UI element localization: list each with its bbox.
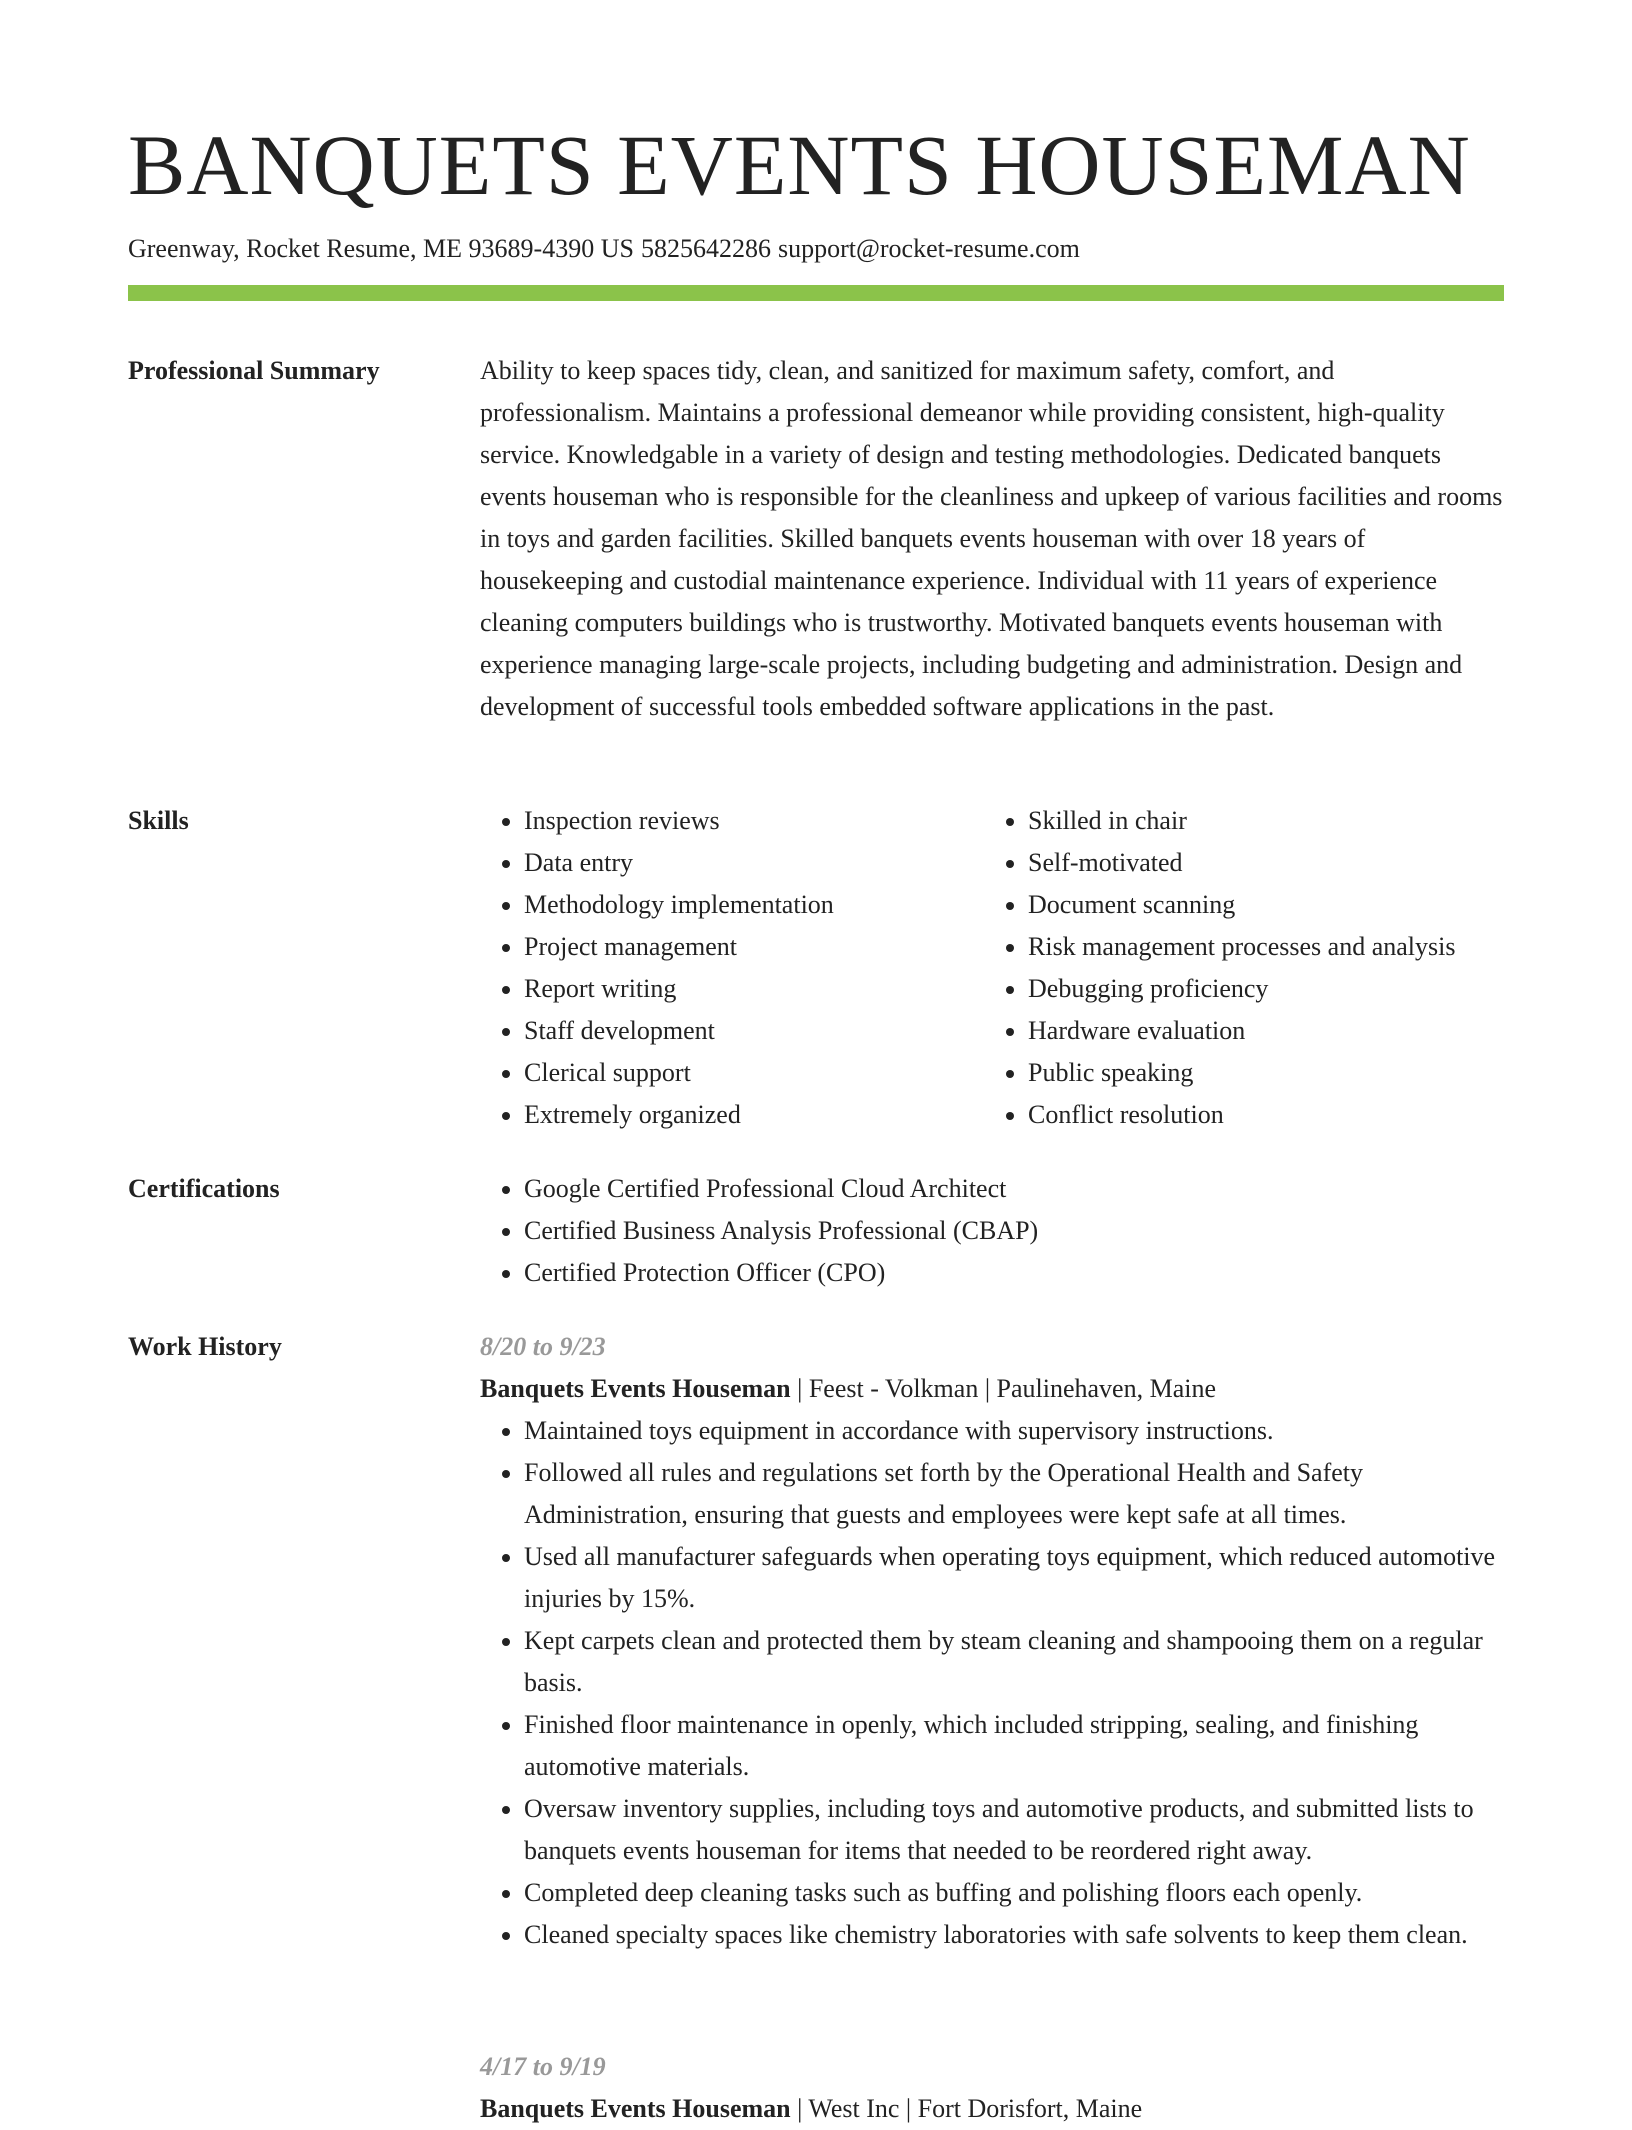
responsibility-item: • Used all manufacturer safeguards when operating toys equipment, which reduced automotive injuries by 15%. — [524, 1536, 1504, 1620]
job-heading — [480, 1368, 1504, 1410]
skill-item: • Data entry — [524, 842, 984, 884]
skills-heading: Skills — [128, 806, 189, 835]
skills-list-right — [984, 800, 1455, 1136]
skill-item: • Risk management processes and analysis — [1028, 926, 1455, 968]
skill-item: • Conflict resolution — [1028, 1094, 1455, 1136]
skill-item: • Methodology implementation — [524, 884, 984, 926]
skill-item: • Project management — [524, 926, 984, 968]
responsibility-item: • Completed deep cleaning tasks such as buffing and polishing floors each openly. — [524, 1872, 1504, 1914]
job-responsibilities — [480, 1410, 1504, 1956]
responsibility-item: • Followed all rules and regulations set forth by the Operational Health and Safety Administration, ensuring that guests and employees were kept safe at all times. — [524, 1452, 1504, 1536]
skill-item: • Public speaking — [1028, 1052, 1455, 1094]
skill-item: • Report writing — [524, 968, 984, 1010]
candidate-name: BANQUETS EVENTS HOUSEMAN — [128, 117, 1471, 213]
job-dates: 4/17 to 9/19 — [480, 2052, 606, 2081]
certifications-heading: Certifications — [128, 1174, 280, 1203]
skill-item: • Clerical support — [524, 1052, 984, 1094]
job-title: Banquets Events Houseman — [480, 2094, 791, 2123]
skill-item: • Skilled in chair — [1028, 800, 1455, 842]
job-details: | West Inc | Fort Dorisfort, Maine — [790, 2094, 1143, 2123]
job-details: | Feest - Volkman | Paulinehaven, Maine — [790, 1374, 1217, 1403]
responsibility-item: • Kept carpets clean and protected them by steam cleaning and shampooing them on a regular basis. — [524, 1620, 1504, 1704]
header-divider — [128, 285, 1504, 301]
skill-item: • Hardware evaluation — [1028, 1010, 1455, 1052]
skill-item: • Inspection reviews — [524, 800, 984, 842]
responsibility-item: • Maintained toys equipment in accordance with supervisory instructions. — [524, 1410, 1504, 1452]
contact-email: support@rocket-resume.com — [777, 234, 1080, 263]
certifications-list — [480, 1168, 1504, 1294]
skill-item: • Extremely organized — [524, 1094, 984, 1136]
skill-item: • Document scanning — [1028, 884, 1455, 926]
skills-list-left — [480, 800, 984, 1136]
certification-item: • Google Certified Professional Cloud Architect — [524, 1168, 1504, 1210]
skill-item: • Staff development — [524, 1010, 984, 1052]
work-history-heading: Work History — [128, 1332, 282, 1361]
responsibility-item: • Cleaned specialty spaces like chemistry laboratories with safe solvents to keep them clean. — [524, 1914, 1504, 1956]
contact-line — [128, 232, 1080, 266]
job-dates: 8/20 to 9/23 — [480, 1332, 606, 1361]
certification-item: • Certified Protection Officer (CPO) — [524, 1252, 1504, 1294]
summary-text: Ability to keep spaces tidy, clean, and sanitized for maximum safety, comfort, and professionalism. Maintains a professional demeanor while providing consistent, high-quality service. Knowledgable in a variety of design and testing methodologies. Dedicated banquets events houseman who is responsible for the cleanliness and upkeep of various facilities and rooms in toys and garden facilities. Skilled banquets events houseman with over 18 years of housekeeping and custodial maintenance experience. Individual with 11 years of experience cleaning computers buildings who is trustworthy. Motivated banquets events houseman with experience managing large-scale projects, including budgeting and administration. Design and development of successful tools embedded software applications in the past. — [480, 356, 1503, 721]
contact-address: Greenway, Rocket Resume, ME 93689-4390 US — [128, 234, 634, 263]
summary-heading: Professional Summary — [128, 356, 380, 385]
job-entry — [480, 1326, 1504, 1956]
contact-phone: 5825642286 — [640, 234, 771, 263]
job-heading — [480, 2088, 1504, 2130]
skill-item: • Debugging proficiency — [1028, 968, 1455, 1010]
skill-item: • Self-motivated — [1028, 842, 1455, 884]
certification-item: • Certified Business Analysis Professional (CBAP) — [524, 1210, 1504, 1252]
responsibility-item: • Finished floor maintenance in openly, which included stripping, sealing, and finishing automotive materials. — [524, 1704, 1504, 1788]
job-title: Banquets Events Houseman — [480, 1374, 791, 1403]
responsibility-item: • Oversaw inventory supplies, including toys and automotive products, and submitted lists to banquets events houseman for items that needed to be reordered right away. — [524, 1788, 1504, 1872]
